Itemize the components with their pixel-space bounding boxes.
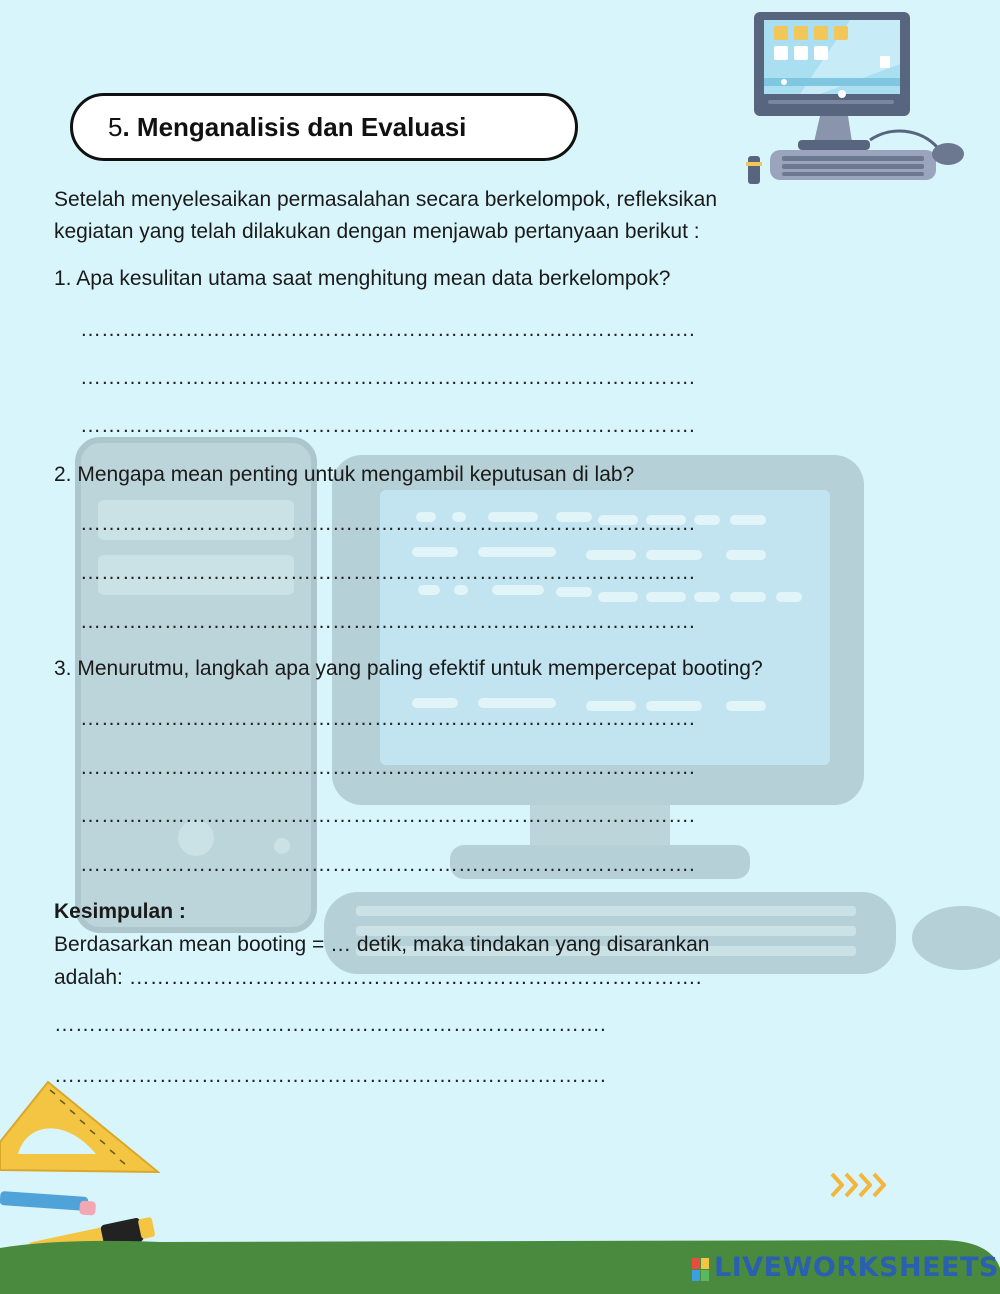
ruler-triangle-icon	[0, 1080, 160, 1180]
conclusion-line-1: Berdasarkan mean booting = … detik, maka tindakan yang disarankan	[54, 933, 710, 956]
question-2: 2. Mengapa mean penting untuk mengambil keputusan di lab?	[54, 463, 635, 486]
answer-line[interactable]: …………………………………………………………………………….	[80, 318, 695, 341]
answer-line[interactable]: …………………………………………………………………………….	[80, 414, 695, 437]
intro-line-1: Setelah menyelesaikan permasalahan secara berkelompok, refleksikan	[54, 188, 718, 211]
answer-line[interactable]: …………………………………………………………………………….	[80, 610, 695, 633]
section-title: . Menganalisis dan Evaluasi	[122, 111, 467, 142]
liveworksheets-logo-icon	[692, 1258, 710, 1282]
answer-line[interactable]: …………………………………………………………………………….	[80, 512, 695, 535]
question-1: 1. Apa kesulitan utama saat menghitung mean data berkelompok?	[54, 267, 671, 290]
answer-line[interactable]: …………………………………………………………………………….	[80, 756, 695, 779]
intro-line-2: kegiatan yang telah dilakukan dengan menjawab pertanyaan berikut :	[54, 220, 700, 243]
brand-name[interactable]: LIVEWORKSHEETS	[714, 1252, 999, 1283]
computer-illustration	[740, 8, 970, 193]
conclusion-line-3[interactable]: …………………………………………………………………….	[54, 1013, 606, 1036]
answer-line[interactable]: …………………………………………………………………………….	[80, 707, 695, 730]
conclusion-line-2[interactable]: adalah: ……………………………………………………………………….	[54, 966, 702, 989]
section-number: 5	[108, 111, 123, 142]
chevrons-right-icon[interactable]	[828, 1170, 898, 1200]
answer-line[interactable]: …………………………………………………………………………….	[80, 561, 695, 584]
answer-line[interactable]: …………………………………………………………………………….	[80, 804, 695, 827]
answer-line[interactable]: …………………………………………………………………………….	[80, 853, 695, 876]
conclusion-heading: Kesimpulan :	[54, 900, 186, 923]
question-3: 3. Menurutmu, langkah apa yang paling efektif untuk mempercepat booting?	[54, 657, 763, 680]
conclusion-line-4[interactable]: …………………………………………………………………….	[54, 1064, 606, 1087]
answer-line[interactable]: …………………………………………………………………………….	[80, 366, 695, 389]
section-title-pill	[70, 93, 578, 161]
